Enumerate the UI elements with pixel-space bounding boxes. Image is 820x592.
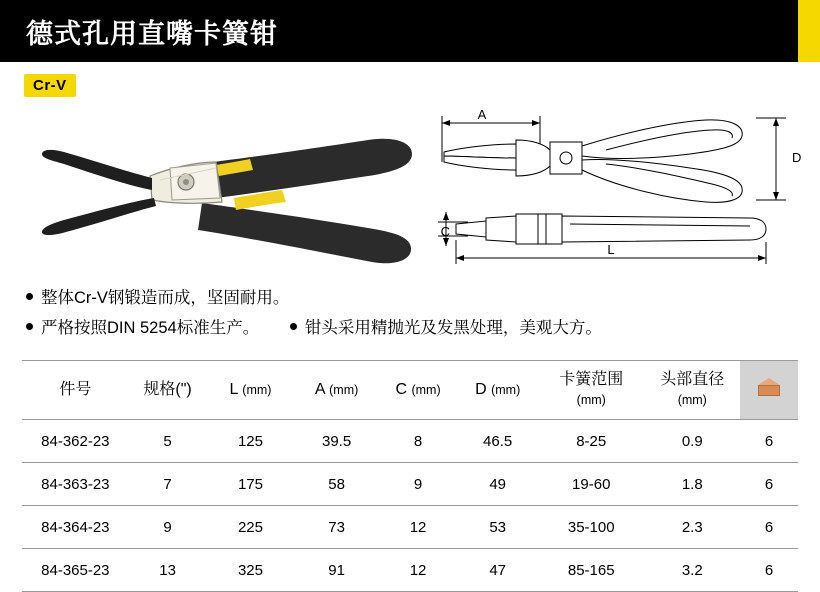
list-item: [26, 283, 289, 313]
cell-a: 39.5: [294, 420, 378, 463]
cell-size: 13: [129, 549, 207, 592]
page-header: [0, 0, 820, 62]
header-package-qty: [740, 361, 798, 420]
dimension-diagram: [420, 100, 815, 272]
badge-row: [0, 62, 820, 100]
list-item: [290, 313, 602, 343]
cell-a: 73: [294, 506, 378, 549]
cell-clip-range: 35-100: [538, 506, 645, 549]
header-head-diameter: 头部直径 (mm): [645, 361, 740, 420]
dim-label-c: C: [440, 224, 450, 239]
page-title: 德式孔用直嘴卡簧钳: [26, 18, 278, 49]
product-photo: [20, 102, 420, 272]
cell-size: 7: [129, 463, 207, 506]
cell-clip-range: 19-60: [538, 463, 645, 506]
table-row: [22, 549, 798, 592]
header-d: D (mm): [457, 361, 538, 420]
bullet-dot-icon: [290, 323, 297, 330]
cell-l: 225: [206, 506, 294, 549]
cell-d: 53: [457, 506, 538, 549]
cell-l: 125: [206, 420, 294, 463]
cell-clip-range: 8-25: [538, 420, 645, 463]
cell-size: 9: [129, 506, 207, 549]
bullet-dot-icon: [26, 323, 33, 330]
cell-d: 49: [457, 463, 538, 506]
header-l: L (mm): [206, 361, 294, 420]
material-badge: Cr-V: [24, 74, 76, 97]
cell-package-qty: 6: [740, 463, 798, 506]
illustration-area: [0, 100, 820, 275]
cell-head-diameter: 3.2: [645, 549, 740, 592]
feature-line-2: [26, 313, 820, 343]
cell-package-qty: 6: [740, 549, 798, 592]
cell-head-diameter: 2.3: [645, 506, 740, 549]
cell-l: 175: [206, 463, 294, 506]
cell-c: 9: [379, 463, 458, 506]
feature-text: 钳头采用精抛光及发黑处理，美观大方。: [304, 319, 602, 337]
cell-part-number: 84-365-23: [22, 549, 129, 592]
table-body: [22, 420, 798, 592]
cell-part-number: 84-362-23: [22, 420, 129, 463]
feature-text: 整体Cr-V钢锻造而成，坚固耐用。: [41, 289, 290, 307]
table-header-row: [22, 361, 798, 420]
cell-c: 8: [379, 420, 458, 463]
table-row: [22, 420, 798, 463]
carton-box-icon: [756, 377, 782, 397]
cell-part-number: 84-364-23: [22, 506, 129, 549]
cell-d: 46.5: [457, 420, 538, 463]
feature-text: 严格按照DIN 5254标准生产。: [41, 319, 260, 337]
header-accent-bar: [798, 0, 820, 62]
cell-part-number: 84-363-23: [22, 463, 129, 506]
cell-head-diameter: 1.8: [645, 463, 740, 506]
cell-c: 12: [379, 506, 458, 549]
cell-l: 325: [206, 549, 294, 592]
dim-label-d: D: [792, 150, 802, 165]
bullet-dot-icon: [26, 293, 33, 300]
table-row: [22, 463, 798, 506]
cell-package-qty: 6: [740, 420, 798, 463]
dim-label-l: L: [607, 242, 615, 257]
features-list: [0, 283, 820, 343]
cell-clip-range: 85-165: [538, 549, 645, 592]
feature-line-1: [26, 283, 820, 313]
cell-package-qty: 6: [740, 506, 798, 549]
cell-a: 58: [294, 463, 378, 506]
header-clip-range: 卡簧范围 (mm): [538, 361, 645, 420]
header-a: A (mm): [294, 361, 378, 420]
header-size: 规格("): [129, 361, 207, 420]
specification-table: [22, 360, 798, 592]
cell-a: 91: [294, 549, 378, 592]
cell-d: 47: [457, 549, 538, 592]
header-c: C (mm): [379, 361, 458, 420]
table-row: [22, 506, 798, 549]
cell-size: 5: [129, 420, 207, 463]
list-item: [26, 313, 259, 343]
header-part-number: 件号: [22, 361, 129, 420]
dim-label-a: A: [477, 107, 487, 122]
cell-head-diameter: 0.9: [645, 420, 740, 463]
cell-c: 12: [379, 549, 458, 592]
